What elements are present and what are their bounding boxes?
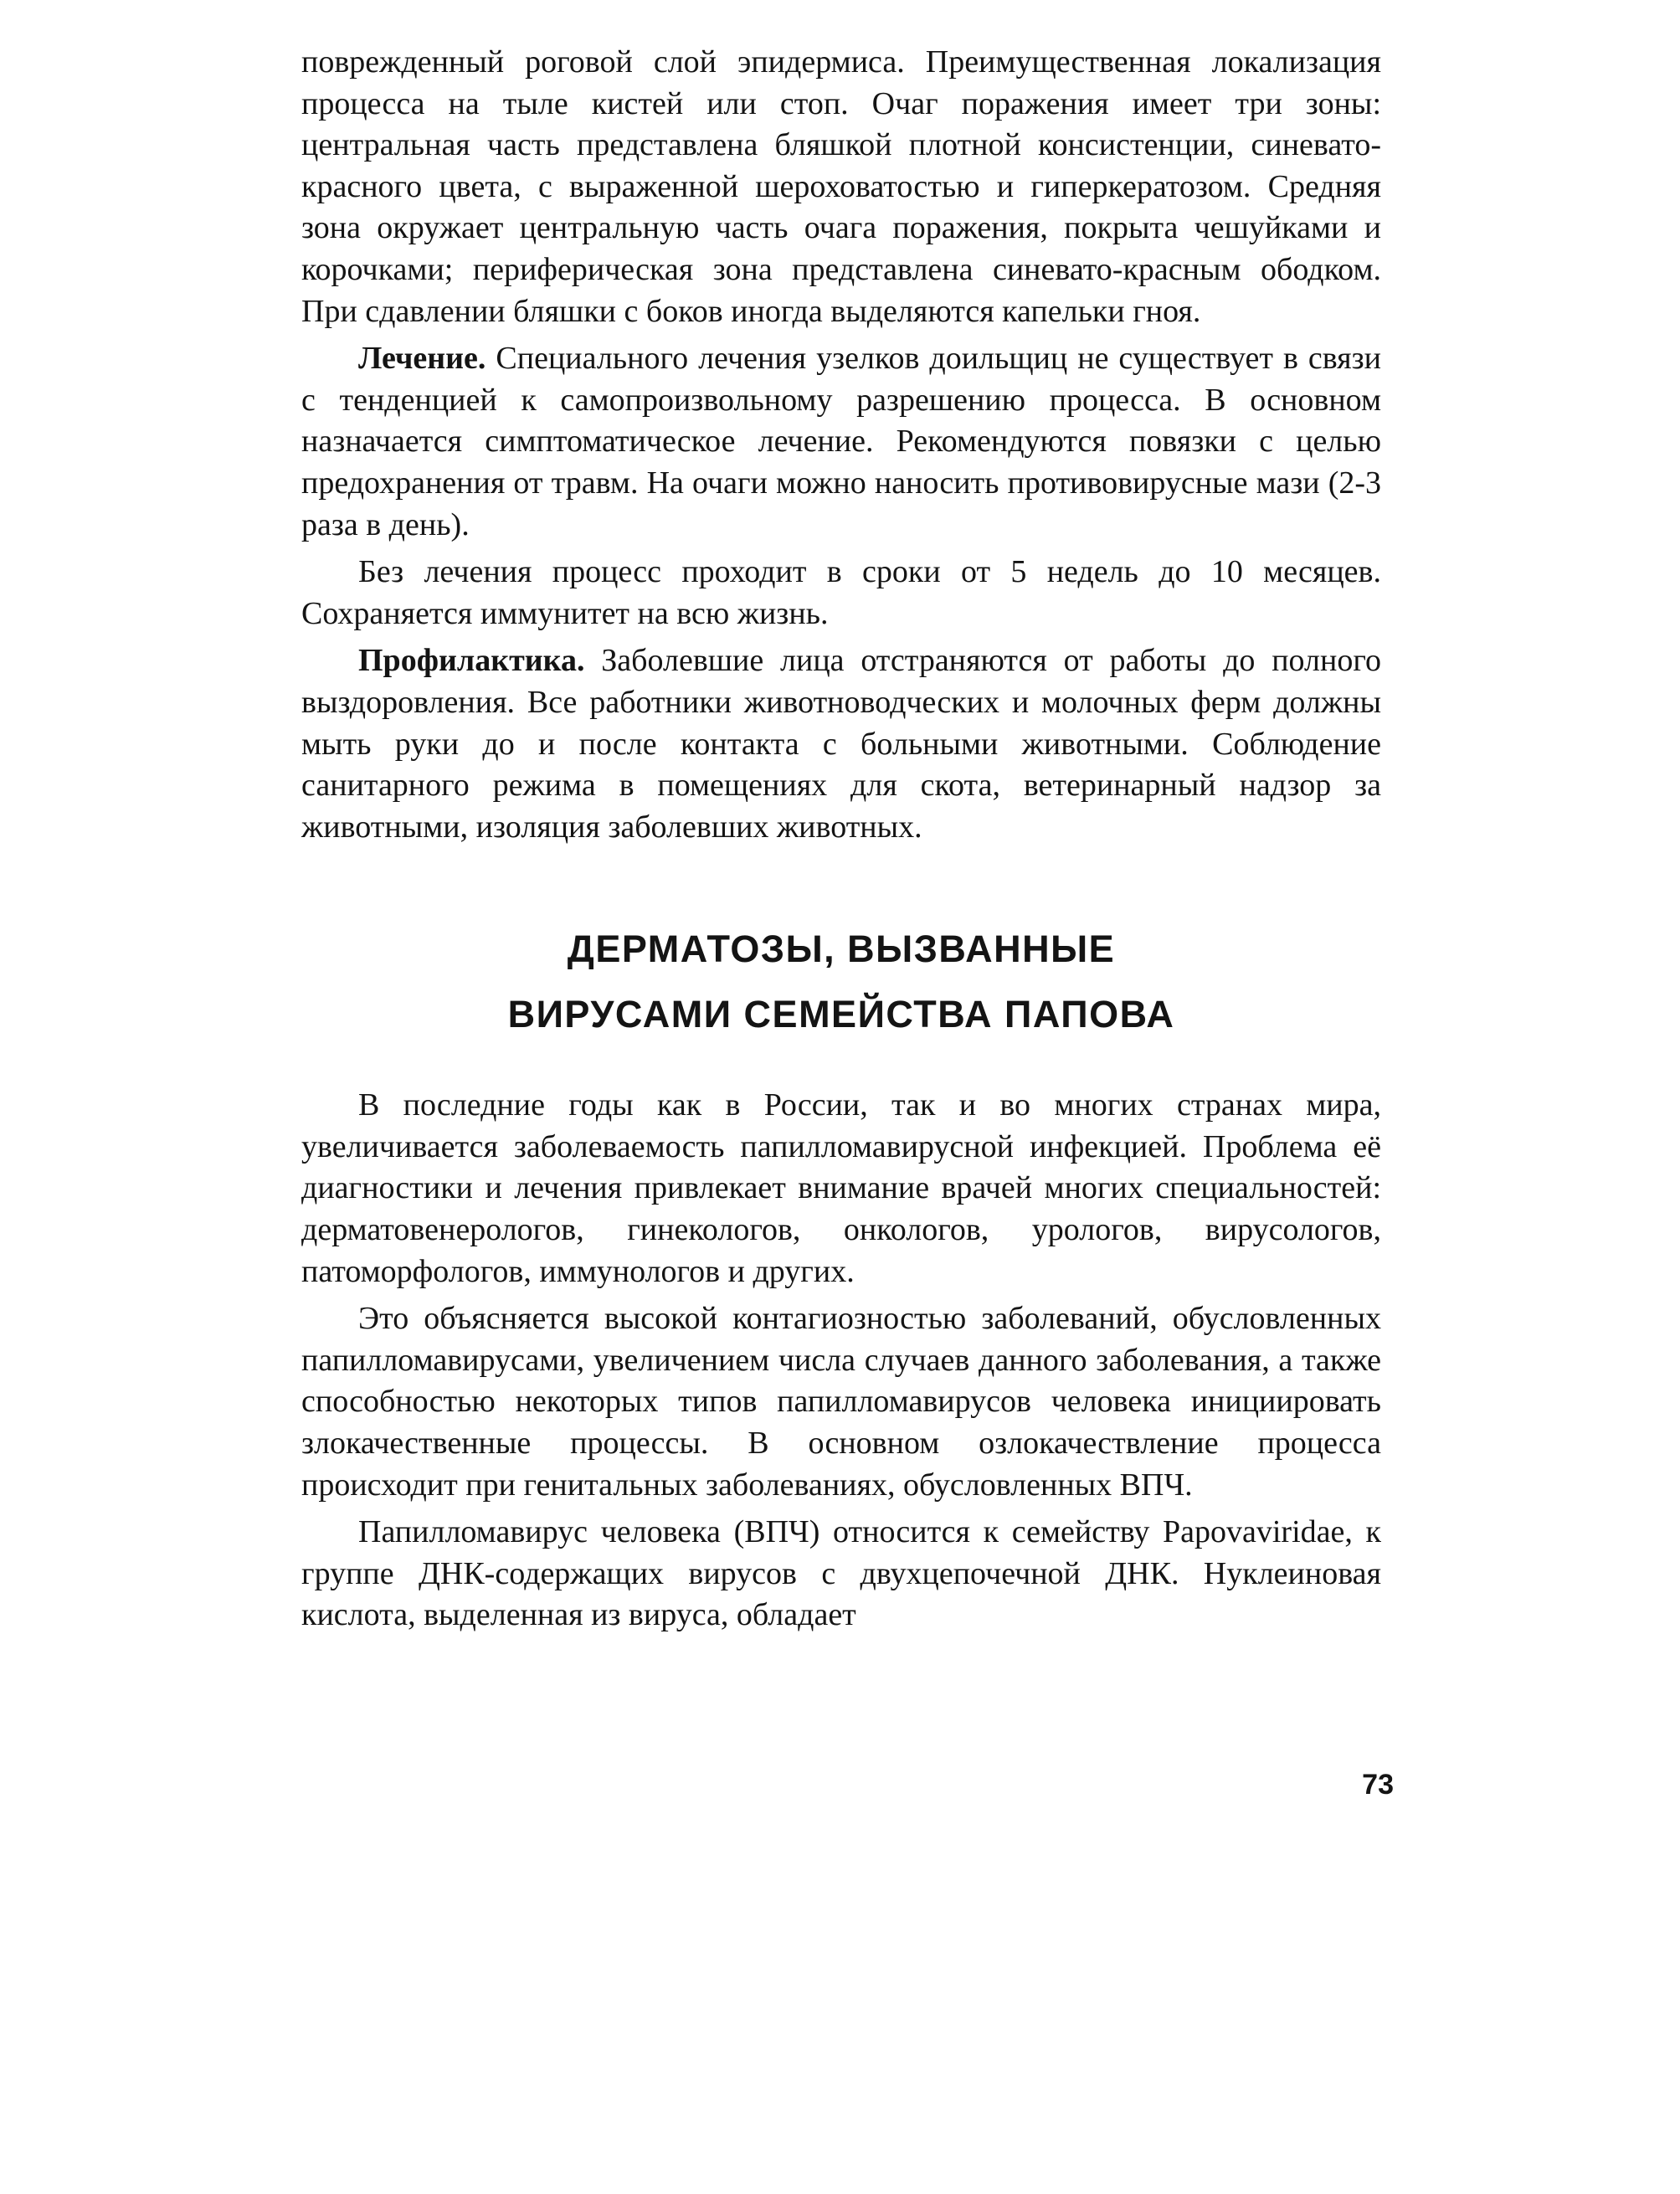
page-content xyxy=(301,42,1381,1637)
section-heading xyxy=(301,917,1381,1047)
section-heading-line-1: ДЕРМАТОЗЫ, ВЫЗВАННЫЕ xyxy=(567,927,1116,971)
prevention-text: Заболевшие лица отстраняются от работы до полного выздоровления. Все работники животноводческих и молочных ферм должны мыть руки до и после контакта с больными животными. Соблюдение санитарного режима в помещениях для скота, ветеринарный надзор за животными, изоляция заболевших животных. xyxy=(301,643,1381,845)
paragraph-hpv-definition: Папилломавирус человека (ВПЧ) относится к семейству Papovaviridae, к группе ДНК-содержащих вирусов с двухцепочечной ДНК. Нуклеиновая кислота, выделенная из вируса, обладает xyxy=(301,1514,1381,1633)
paragraph-prevention xyxy=(301,640,1381,848)
treatment-lead: Лечение. xyxy=(358,341,486,377)
paragraph-course: Без лечения процесс проходит в сроки от 5 недель до 10 месяцев. Сохраняется иммунитет на всю жизнь. xyxy=(301,554,1381,631)
treatment-text: Специального лечения узелков доильщиц не существует в связи с тенденцией к самопроизвольному разрешению процесса. В основном назначается симптоматическое лечение. Рекомендуются повязки с целью предохранения от травм. На очаги можно наносить противовирусные мази (2-3 раза в день). xyxy=(301,341,1381,542)
paragraph-contagiousness: Это объясняется высокой контагиозностью заболеваний, обусловленных папилломавирусами, увеличением числа случаев данного заболевания, а также способностью некоторых типов папилломавирусов человека инициировать злокачественные процессы. В основном озлокачествление процесса происходит при генитальных заболеваниях, обусловленных ВПЧ. xyxy=(301,1301,1381,1503)
paragraph-intro: В последние годы как в России, так и во многих странах мира, увеличивается заболеваемость папилломавирусной инфекцией. Проблема её диагностики и лечения привлекает внимание врачей многих специальностей: дерматовенерологов, гинекологов, онкологов, урологов, вирусологов, патоморфологов, иммунологов и других. xyxy=(301,1087,1381,1289)
prevention-lead: Профилактика. xyxy=(358,643,585,679)
page-number: 73 xyxy=(1362,1769,1394,1801)
section-heading-line-2: ВИРУСАМИ СЕМЕЙСТВА ПАПОВА xyxy=(507,993,1175,1036)
paragraph-treatment xyxy=(301,338,1381,546)
paragraph-continued: поврежденный роговой слой эпидермиса. Преимущественная локализация процесса на тыле кистей или стоп. Очаг поражения имеет три зоны: центральная часть представлена бляшкой плотной консистенции, синевато-красного цвета, с выраженной шероховатостью и гиперкератозом. Средняя зона окружает центральную часть очага поражения, покрыта чешуйками и корочками; периферическая зона представлена синевато-красным ободком. При сдавлении бляшки с боков иногда выделяются капельки гноя. xyxy=(301,44,1381,329)
